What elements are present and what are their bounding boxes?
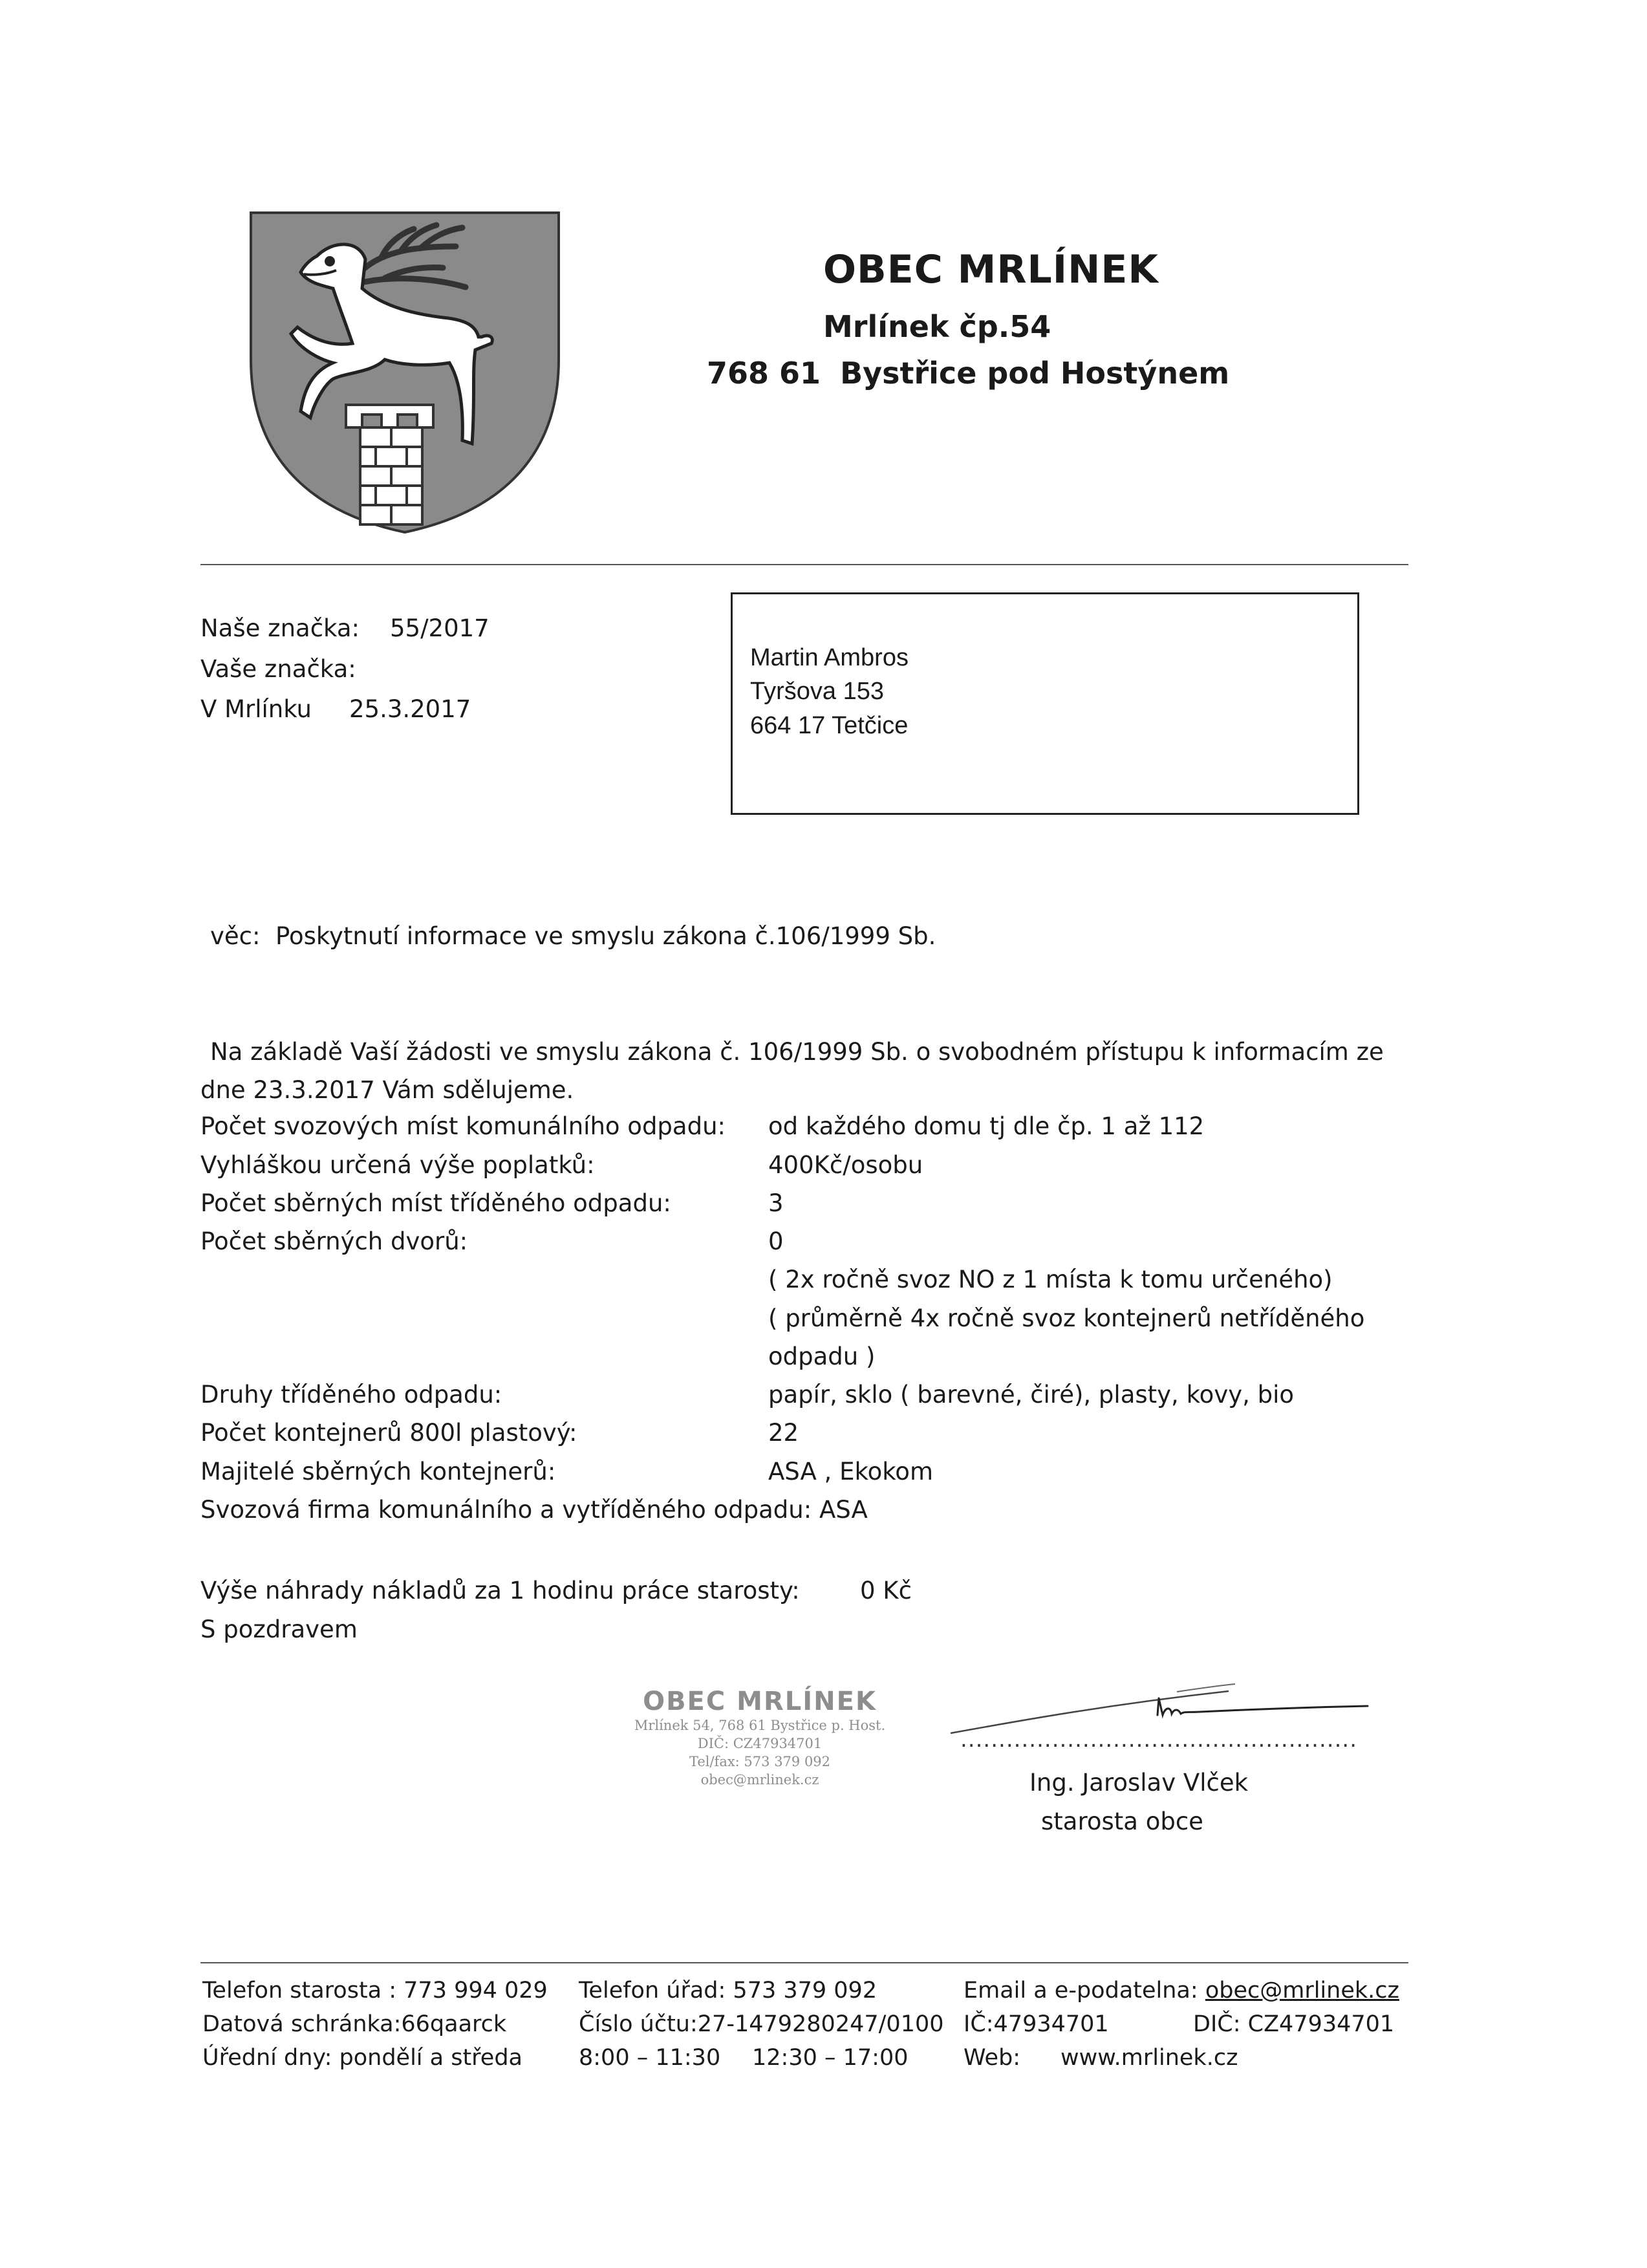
official-stamp	[605, 1687, 915, 1789]
footer-email-line	[963, 1978, 1399, 2003]
letter-date: 25.3.2017	[349, 695, 471, 723]
waste-types-label: Druhy tříděného odpadu:	[200, 1381, 502, 1409]
your-ref-label: Vaše značka:	[200, 655, 356, 683]
stamp-dic: DIČ: CZ47934701	[697, 1736, 823, 1751]
note-line-2a: ( průměrně 4x ročně svoz kontejnerů netříděného	[768, 1304, 1365, 1332]
recipient-city: 664 17 Tetčice	[750, 712, 909, 739]
subject-label: věc:	[210, 922, 261, 950]
postcode: 768 61	[707, 356, 821, 391]
intro-line-1: Na základě Vaší žádosti ve smyslu zákona č. 106/1999 Sb. o svobodném přístupu k informacím ze	[210, 1038, 1384, 1066]
signatory-name: Ing. Jaroslav Vlček	[1029, 1769, 1249, 1797]
footer-email-link[interactable]: obec@mrlinek.cz	[1205, 1978, 1399, 2003]
footer-office-days: Úřední dny: pondělí a středa	[202, 2045, 522, 2071]
signatory-role: starosta obce	[1041, 1808, 1203, 1835]
footer-divider	[200, 1962, 1408, 1963]
municipality-city-line	[707, 356, 1229, 391]
yards-label: Počet sběrných dvorů:	[200, 1227, 468, 1255]
stamp-phone: Tel/fax: 573 379 092	[689, 1754, 831, 1769]
recipient-name: Martin Ambros	[750, 644, 909, 671]
waste-types-value: papír, sklo ( barevné, čiré), plasty, kovy, bio	[768, 1381, 1295, 1409]
municipality-title: OBEC MRLÍNEK	[823, 247, 1159, 292]
sorted-points-label: Počet sběrných míst tříděného odpadu:	[200, 1189, 671, 1217]
subject-text: Poskytnutí informace ve smyslu zákona č.106/1999 Sb.	[275, 922, 936, 950]
fee-label: Vyhláškou určená výše poplatků:	[200, 1151, 595, 1179]
stamp-email: obec@mrlinek.cz	[700, 1772, 819, 1787]
place-label: V Mrlínku	[200, 695, 312, 723]
sorted-points-value: 3	[768, 1189, 784, 1217]
city: Bystřice pod Hostýnem	[840, 356, 1230, 391]
our-ref-label: Naše značka:	[200, 614, 360, 642]
containers-label: Počet kontejnerů 800l plastový:	[200, 1419, 577, 1447]
footer-hours-morning: 8:00 – 11:30	[579, 2045, 721, 2071]
stamp-title: OBEC MRLÍNEK	[643, 1687, 877, 1716]
collection-company-line: Svozová firma komunálního a vytříděného odpadu: ASA	[200, 1496, 868, 1524]
owners-label: Majitelé sběrných kontejnerů:	[200, 1458, 556, 1485]
footer-web-link[interactable]: www.mrlinek.cz	[1060, 2045, 1238, 2071]
municipality-street: Mrlínek čp.54	[823, 309, 1051, 344]
containers-value: 22	[768, 1419, 799, 1447]
footer-ic: IČ:47934701	[963, 2011, 1109, 2037]
footer-phone-office: Telefon úřad: 573 379 092	[579, 1978, 877, 2003]
note-line-1: ( 2x ročně svoz NO z 1 místa k tomu určeného)	[768, 1266, 1333, 1293]
collection-points-value: od každého domu tj dle čp. 1 až 112	[768, 1112, 1205, 1140]
subject-line	[210, 922, 936, 950]
intro-line-2: dne 23.3.2017 Vám sdělujeme.	[200, 1076, 574, 1104]
compensation-value: 0 Kč	[860, 1577, 912, 1604]
stamp-address: Mrlínek 54, 768 61 Bystřice p. Host.	[634, 1718, 886, 1733]
fee-value: 400Kč/osobu	[768, 1151, 923, 1179]
signature-dotted-line: ....................................................	[960, 1727, 1357, 1753]
our-ref-value: 55/2017	[390, 614, 490, 642]
coat-of-arms	[249, 211, 561, 534]
recipient-street: Tyršova 153	[750, 678, 884, 705]
footer-phone-mayor: Telefon starosta : 773 994 029	[202, 1978, 548, 2003]
greeting: S pozdravem	[200, 1615, 358, 1643]
footer-web-label: Web:	[963, 2045, 1021, 2071]
collection-points-label: Počet svozových míst komunálního odpadu:	[200, 1112, 726, 1140]
footer-dic: DIČ: CZ47934701	[1193, 2011, 1395, 2037]
note-line-2b: odpadu )	[768, 1343, 876, 1370]
yards-value: 0	[768, 1227, 784, 1255]
footer-email-label: Email a e-podatelna:	[963, 1978, 1198, 2003]
compensation-label: Výše náhrady nákladů za 1 hodinu práce starosty:	[200, 1577, 800, 1604]
footer-data-box: Datová schránka:66qaarck	[202, 2011, 507, 2037]
footer-account: Číslo účtu:27-1479280247/0100	[579, 2011, 944, 2037]
owners-value: ASA , Ekokom	[768, 1458, 933, 1485]
footer-hours-afternoon: 12:30 – 17:00	[752, 2045, 909, 2071]
header-divider	[200, 564, 1408, 565]
